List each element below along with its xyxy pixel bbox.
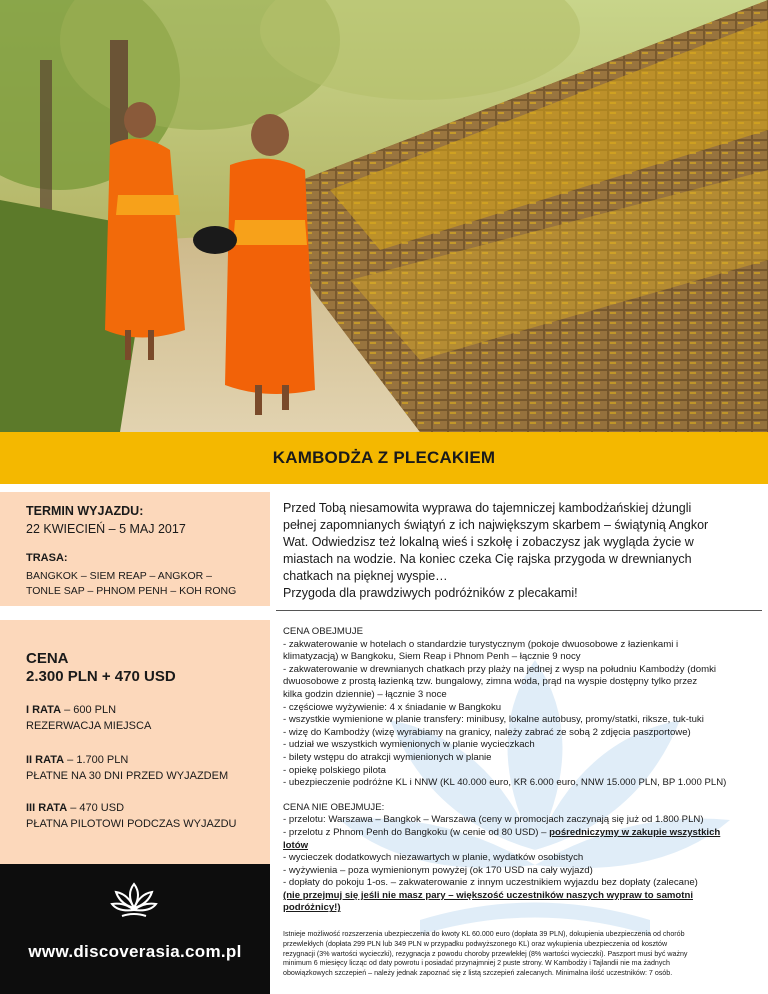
includes-item: - ubezpieczenie podróżne KL i NNW (KL 40.000 euro, KR 6.000 euro, NNW 15.000 PLN, BP 1.000 PLN) bbox=[283, 777, 727, 789]
excludes-item: - wycieczek dodatkowych niezawartych w planie, wydatków osobistych bbox=[283, 852, 584, 864]
intro-line: Wat. Odwiedzisz też lokalną wieś i szkołę i zobaczysz jak wygląda życie w bbox=[283, 535, 694, 549]
rata-2 bbox=[26, 752, 228, 784]
separator-line bbox=[276, 610, 762, 611]
intro-line: Przed Tobą niesamowita wyprawa do tajemniczej kambodżańskiej dżungli bbox=[283, 501, 692, 515]
divider bbox=[0, 484, 768, 492]
rata-1-desc: REZERWACJA MIEJSCA bbox=[26, 720, 152, 732]
fine-print-line: Istnieje możliwość rozszerzenia ubezpieczenia do kwoty KL 60.000 euro (dopłata 39 PLN), dokupienia ubezpieczenia od chorób bbox=[283, 930, 685, 938]
includes-item: - udział we wszystkich wymienionych w planie wycieczkach bbox=[283, 739, 535, 751]
excludes-note: podróżnicy!) bbox=[283, 902, 341, 914]
price-label: CENA bbox=[26, 650, 69, 667]
rata-2-amount: – 1.700 PLN bbox=[64, 754, 129, 766]
intro-line: miastach na wodzie. Na koniec czeka Cię rajska przygoda w drewnianych bbox=[283, 552, 692, 566]
termin-label: TERMIN WYJAZDU: bbox=[26, 504, 144, 518]
excludes-title: CENA NIE OBEJMUJE: bbox=[283, 801, 385, 813]
intro-line: chatkach na pięknej wyspie… bbox=[283, 569, 448, 583]
trip-info-panel bbox=[0, 492, 270, 606]
fine-print bbox=[283, 930, 759, 979]
lotus-logo-icon bbox=[110, 880, 158, 920]
rata-3-amount: – 470 USD bbox=[67, 802, 125, 814]
trasa-line-2: TONLE SAP – PHNOM PENH – KOH RONG bbox=[26, 585, 237, 597]
rata-1 bbox=[26, 702, 151, 734]
rata-3-name: III RATA bbox=[26, 802, 68, 814]
includes-item: - wizę do Kambodży (wizę wyrabiamy na granicy, należy zabrać ze sobą 2 zdjęcia paszportowe) bbox=[283, 726, 691, 738]
includes-item: - zakwaterowanie w drewnianych chatkach przy plaży na jednej z wysp na południu Kambodży (domki bbox=[283, 663, 717, 675]
price-value: 2.300 PLN + 470 USD bbox=[26, 668, 176, 685]
fine-print-line: obowiązkowych szczepień – należy jednak zapoznać się z listą szczepień zalecanych. Minimalna ilość uczestników: 7 osób. bbox=[283, 969, 673, 978]
rata-3 bbox=[26, 800, 236, 832]
rata-3-desc: PŁATNA PILOTOWI PODCZAS WYJAZDU bbox=[26, 818, 237, 830]
excludes-item-text: - przelotu z Phnom Penh do Bangkoku (w cenie od 80 USD) – bbox=[283, 826, 550, 838]
includes-item: - opiekę polskiego pilota bbox=[283, 764, 386, 776]
includes-item: dwuosobowe z prostą łazienką tzw. bungalowy, zimna woda, prąd na wyspie dostępny tylko przez bbox=[283, 676, 698, 688]
intro-line: pełnej zapomnianych świątyń z ich największym skarbem – świątynią Angkor bbox=[283, 518, 709, 532]
title-band bbox=[0, 432, 768, 484]
rata-1-amount: – 600 PLN bbox=[61, 704, 117, 716]
excludes-item-emphasis: pośredniczymy w zakupie wszystkich bbox=[549, 826, 721, 838]
excludes-item: - dopłaty do pokoju 1-os. – zakwaterowanie z innym uczestnikiem wyjazdu bez dopłaty (zalecane) bbox=[283, 877, 698, 889]
includes-item: kilka godzin dziennie) – łącznie 3 noce bbox=[283, 688, 447, 700]
includes-item: - zakwaterowanie w hotelach o standardzie turystycznym (pokoje dwuosobowe z łazienkami i bbox=[283, 638, 679, 650]
details-column bbox=[283, 626, 759, 915]
trasa-line-1: BANGKOK – SIEM REAP – ANGKOR – bbox=[26, 570, 212, 582]
excludes-item: - wyżywienia – poza wymienionym powyżej (ok 170 USD na cały wyjazd) bbox=[283, 864, 593, 876]
fine-print-line: rezygnacji (3% wartości wycieczki), rezygnacja z powodu choroby przewlekłej (8% wartości wycieczki). Paszport musi być ważny bbox=[283, 949, 688, 958]
intro-text bbox=[283, 500, 753, 602]
page-title: KAMBODŻA Z PLECAKIEM bbox=[272, 448, 496, 467]
rata-2-desc: PŁATNE NA 30 DNI PRZED WYJAZDEM bbox=[26, 770, 229, 782]
rata-1-name: I RATA bbox=[26, 704, 62, 716]
excludes-item bbox=[283, 827, 759, 840]
hero-photo bbox=[0, 0, 768, 432]
includes-item: - wszystkie wymienione w planie transfery: minibusy, lokalne autobusy, promy/statki, riksze, tuk-tuki bbox=[283, 714, 704, 726]
includes-title: CENA OBEJMUJE bbox=[283, 626, 363, 637]
website-url[interactable]: www.discoverasia.com.pl bbox=[28, 942, 242, 961]
excludes-item: - przelotu: Warszawa – Bangkok – Warszawa (ceny w promocjach zaczynają się już od 1.800 PLN) bbox=[283, 814, 704, 826]
excludes-note: (nie przejmuj się jeśli nie masz pary – większość uczestników naszych wypraw to samotni bbox=[283, 889, 694, 901]
fine-print-line: minimum 6 miesięcy licząc od daty powrotu i posiadać przynajmniej 2 puste strony. W Kambodży i Tajlandii nie ma żadnych bbox=[283, 959, 670, 968]
fine-print-line: przewlekłych (dopłata 299 PLN lub 349 PLN w przypadku podwyższonego KL) oraz wykupienia ubezpieczenia od kosztów bbox=[283, 939, 668, 948]
includes-item: klimatyzacją) w Bangkoku, Siem Reap i Phnom Penh – łącznie 9 nocy bbox=[283, 651, 581, 663]
intro-line: Przygoda dla prawdziwych podróżników z plecakami! bbox=[283, 586, 578, 600]
termin-value: 22 KWIECIEŃ – 5 MAJ 2017 bbox=[26, 522, 186, 536]
excludes-item-emphasis: lotów bbox=[283, 839, 309, 851]
trasa-label: TRASA: bbox=[26, 552, 68, 564]
includes-item: - bilety wstępu do atrakcji wymienionych w planie bbox=[283, 751, 492, 763]
includes-item: - częściowe wyżywienie: 4 x śniadanie w Bangkoku bbox=[283, 701, 502, 713]
rata-2-name: II RATA bbox=[26, 754, 65, 766]
